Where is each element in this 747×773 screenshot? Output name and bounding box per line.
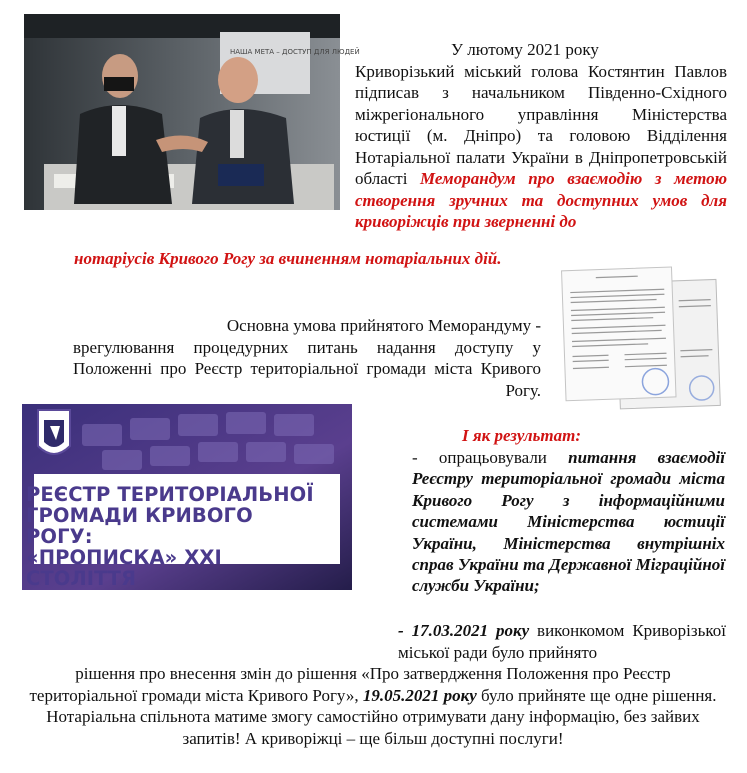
city-coat-of-arms-icon <box>38 410 70 454</box>
memorandum-paragraph: У лютому 2021 року Криворізький міський голова Костянтин Павлов підписав з начальником Південно-Східного міжрегіонального управління Міністерства юстиції (м. Дніпро) та головою Відділення Нотаріальної палати України в Дніпропетровській області Меморандум про взаємодію з метою створення зручних та доступних умов для криворіжців при зверненні до <box>355 40 727 231</box>
closing-statement: Нотаріальна спільнота матиме змогу самостійно отримувати дану інформацію, без зайвих запитів! А криворіжці – ще більш доступні послуги! <box>46 707 700 748</box>
main-condition-paragraph: Основна умова прийнятого Меморандуму - врегулювання процедурних питань надання доступу у Положенні про Реєстр територіальної громади міста Кривого Рогу. <box>73 316 541 400</box>
memorandum-title: Меморандум про взаємодію з метою створення зручних та доступних умов для криворіжців при зверненні до <box>355 169 727 231</box>
memorandum-signers: Криворізький міський голова Костянтин Павлов підписав з начальником Південно-Східного міжрегіонального управління Міністерства юстиції (м. Дніпро) та головою Відділення Нотаріальної палати України в Дніпропетровській області <box>355 61 727 188</box>
result-item: - опрацьовували питання взаємодії Реєстру територіальної громади міста Кривого Рогу з інформаційними системами Міністерства юстиції України, Міністерства внутрішніх справ України та Державної Міграційної служби України; <box>412 448 725 596</box>
svg-text:НАША МЕТА – ДОСТУП ДЛЯ ЛЮДЕЙ: НАША МЕТА – ДОСТУП ДЛЯ ЛЮДЕЙ <box>230 48 360 56</box>
decision-paragraph: - 17.03.2021 року виконкомом Криворізької міської ради було прийнято <box>398 621 726 662</box>
signing-photo <box>24 14 360 210</box>
decision-paragraph-continued: рішення про внесення змін до рішення «Про затвердження Положення про Реєстр територіальної громади міста Кривого Рогу», 19.05.2021 року було прийняте ще одне рішення. Нотаріальна спільнота матиме змогу самостійно отримувати дану інформацію, без зайвих запитів! А криворіжці – ще більш доступні послуги! <box>29 664 717 748</box>
memorandum-document-image <box>558 262 730 418</box>
banner-title: РЕЄСТР ТЕРИТОРІАЛЬНОЇ ГРОМАДИ КРИВОГО РОГУ: «ПРОПИСКА» XXI СТОЛІТТЯ <box>26 483 314 590</box>
memorandum-title-continued: нотаріусів Кривого Рогу за вчиненням нотаріальних дій. <box>74 249 502 268</box>
result-heading: І як результат: <box>462 426 582 445</box>
